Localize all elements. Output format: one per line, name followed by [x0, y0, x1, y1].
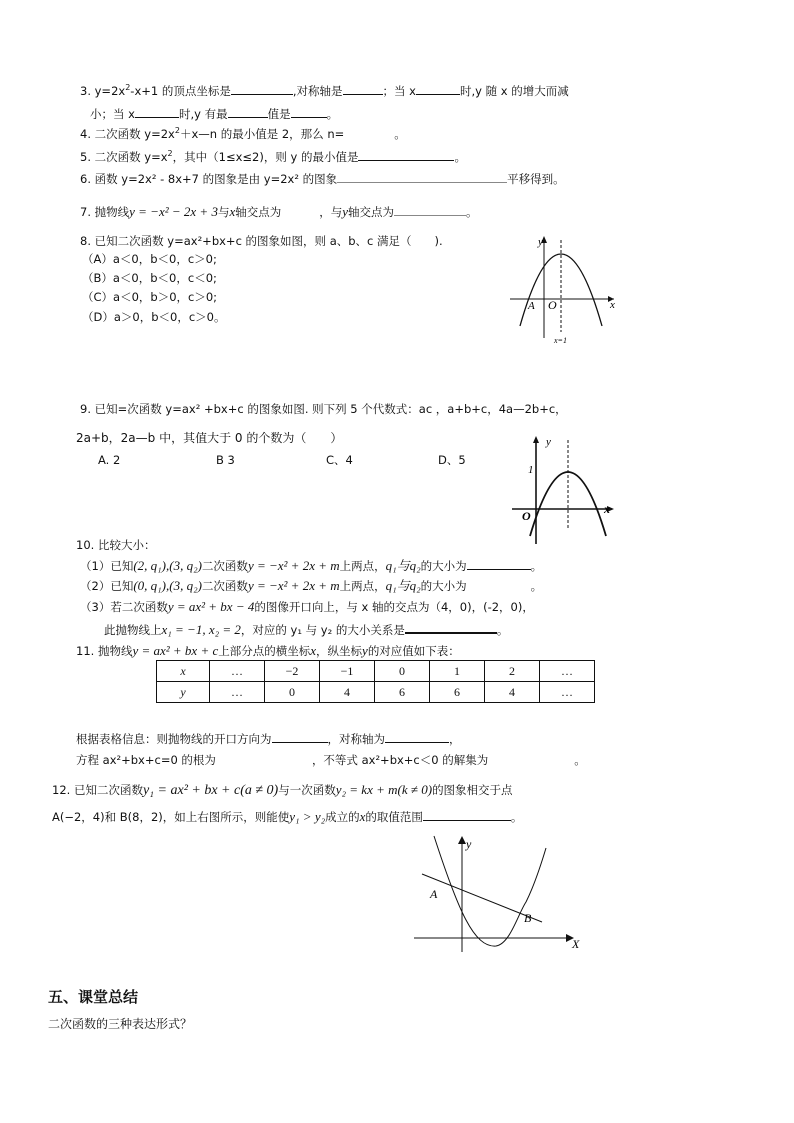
q8-fig-origin: O — [548, 298, 557, 312]
q9-fig-y-label: y — [546, 436, 551, 448]
table-cell: … — [210, 682, 265, 703]
q8-option-b: （B）a＜0，b＜0，c＜0; — [82, 271, 217, 285]
q5-line: 5. 二次函数 $y=x^2$，其中（1≤x≤2)，则 y 的最小值是 。 — [80, 149, 466, 164]
table-cell: y — [157, 682, 210, 703]
q12-fig-y-label: y — [466, 837, 472, 851]
q9-fig-origin: O — [522, 509, 531, 523]
q4-line: 4. 二次函数 $y=2x^2+x—n$ 的最小值是 2，那么 n= 。 — [80, 126, 406, 141]
table-cell: 4 — [320, 682, 375, 703]
q8-stem: 8. 已知二次函数 y=ax²+bx+c 的图象如图，则 a、b、c 满足（ ). — [80, 234, 443, 248]
table-cell: 6 — [375, 682, 430, 703]
q8-parabola-figure — [506, 232, 626, 348]
q8-fig-axis-line-label: x=1 — [554, 336, 567, 345]
q8-option-a: （A）a＜0，b＜0，c＞0; — [82, 252, 217, 266]
q8-fig-x-label: x — [610, 299, 615, 311]
q12-fig-point-a: A — [430, 887, 438, 901]
q8-fig-point-a: A — [528, 300, 535, 312]
q3-line1: 3. $y=2x^2-x+1$ 的顶点坐标是 ,对称轴是 ；当 x 时,y 随 x 的增大而减 — [80, 83, 569, 98]
q11-stem: 11. 抛物线y = ax² + bx + c上部分点的横坐标x，纵坐标y的对应值如下表： — [76, 643, 460, 658]
q9-option-d: D、5 — [438, 453, 466, 467]
q12-line2: A(−2，4)和 B(8，2)，如上右图所示，则能使y₁ > y₂成立的x的取值范围 。 — [52, 809, 523, 824]
table-cell: 0 — [265, 682, 320, 703]
table-cell: … — [210, 661, 265, 682]
q12-line1: 12. 已知二次函数y₁ = ax² + bx + c(a ≠ 0)与一次函数y₂ = kx + m(k ≠ 0)的图象相交于点 — [52, 782, 513, 798]
q9-line2: 2a+b，2a—b 中，其值大于 0 的个数为（ ） — [76, 431, 343, 445]
section-question: 二次函数的三种表达形式？ — [48, 1017, 193, 1031]
table-row-x — [157, 661, 595, 682]
q11-sub2: 方程 ax²+bx+c=0 的根为 ，不等式 ax²+bx+c＜0 的解集为 。 — [76, 753, 586, 767]
q10-part3-cont: 此抛物线上x₁ = −1, x₂ = 2，对应的 y₁ 与 y₂ 的大小关系是 。 — [104, 622, 509, 637]
q8-option-c: （C）a＜0，b＞0，c＞0; — [82, 290, 218, 304]
q10-title: 10. 比较大小： — [76, 538, 156, 552]
q8-fig-y-label: y — [538, 236, 543, 248]
section-title: 五、课堂总结 — [48, 988, 139, 1006]
table-cell: 6 — [430, 682, 485, 703]
table-cell: 2 — [485, 661, 540, 682]
q12-fig-point-b: B — [524, 911, 532, 925]
q3-line2: 小；当 x 时,y 有最 值是 。 — [90, 107, 339, 121]
q9-line1: 9. 已知=次函数 y=ax² +bx+c 的图象如图. 则下列 5 个代数式：ac ，a+b+c，4a—2b+c， — [80, 402, 567, 416]
q8-option-d: （D）a＞0，b＜0，c＞0。 — [82, 310, 226, 324]
table-cell: … — [540, 682, 595, 703]
q11-sub1: 根据表格信息：则抛物线的开口方向为 ，对称轴为 ， — [76, 732, 461, 746]
q7-line: 7. 抛物线y = −x² − 2x + 3与x轴交点为 ，与y轴交点为 。 — [80, 204, 478, 219]
table-cell: … — [540, 661, 595, 682]
q12-fig-x-label: X — [572, 937, 580, 951]
q9-parabola-figure — [506, 432, 622, 550]
q9-option-c: C、4 — [326, 453, 353, 467]
q9-option-b: B 3 — [216, 453, 235, 467]
q10-part3: （3）若二次函数y = ax² + bx − 4的图像开口向上，与 x 轴的交点为（4，0)，(-2，0)， — [80, 599, 534, 614]
q10-part2: （2）已知(0, q₁),(3, q₂)二次函数y = −x² + 2x + m上两点，q₁与q₂的大小为 。 — [80, 578, 543, 593]
q10-part1: （1）已知(2, q₁),(3, q₂)二次函数y = −x² + 2x + m上两点，q₁与q₂的大小为 。 — [80, 558, 543, 573]
q6-line: 6. 函数 y=2x² - 8x+7 的图象是由 y=2x² 的图象 平移得到。 — [80, 172, 565, 186]
table-row-y — [157, 682, 595, 703]
table-cell: −1 — [320, 661, 375, 682]
q9-fig-one-label: 1 — [528, 464, 534, 476]
table-cell: 1 — [430, 661, 485, 682]
q9-fig-x-label: x — [604, 502, 610, 516]
q12-intersection-figure — [410, 830, 586, 954]
q11-value-table — [156, 660, 595, 703]
q9-option-a: A. 2 — [98, 453, 121, 467]
table-cell: −2 — [265, 661, 320, 682]
table-cell: 4 — [485, 682, 540, 703]
table-cell: x — [157, 661, 210, 682]
table-cell: 0 — [375, 661, 430, 682]
